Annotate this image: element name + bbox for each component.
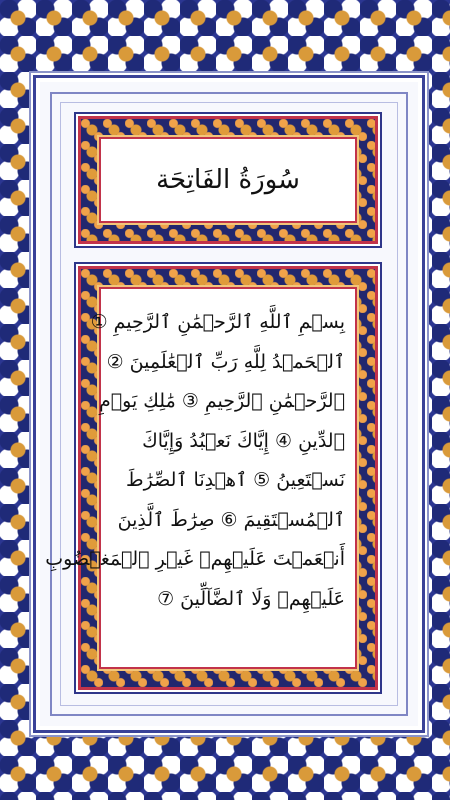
- title-cartouche: [99, 137, 357, 223]
- verse-line: أَنۡعَمۡتَ عَلَيۡهِمۡ غَيۡرِ ٱلۡمَغۡضُوبِ: [45, 548, 345, 570]
- title-panel: [78, 116, 378, 244]
- verse-line: ٱلۡحَمۡدُ لِلَّهِ رَبِّ ٱلۡعَٰلَمِينَ ②: [106, 350, 345, 373]
- verse-line: ٱلرَّحۡمَٰنِ ٱلرَّحِيمِ ③ مَٰلِكِ يَوۡمِ: [98, 390, 345, 412]
- verse-line: عَلَيۡهِمۡ وَلَا ٱلضَّآلِّينَ ⑦: [157, 587, 345, 610]
- verse-line: بِسۡمِ ٱللَّهِ ٱلرَّحۡمَٰنِ ٱلرَّحِيمِ ①: [90, 311, 345, 333]
- surah-title: سُورَةُ الفَاتِحَة: [156, 165, 300, 195]
- verse-line: نَسۡتَعِينُ ⑤ ٱهۡدِنَا ٱلصِّرَٰطَ: [126, 469, 345, 491]
- verses-area: [45, 287, 357, 669]
- verses-panel: [45, 266, 378, 690]
- verse-line: ٱلدِّينِ ④ إِيَّاكَ نَعۡبُدُ وَإِيَّاكَ: [142, 429, 345, 452]
- verses-text: [45, 303, 345, 657]
- verse-line: ٱلۡمُسۡتَقِيمَ ⑥ صِرَٰطَ ٱلَّذِينَ: [117, 508, 345, 531]
